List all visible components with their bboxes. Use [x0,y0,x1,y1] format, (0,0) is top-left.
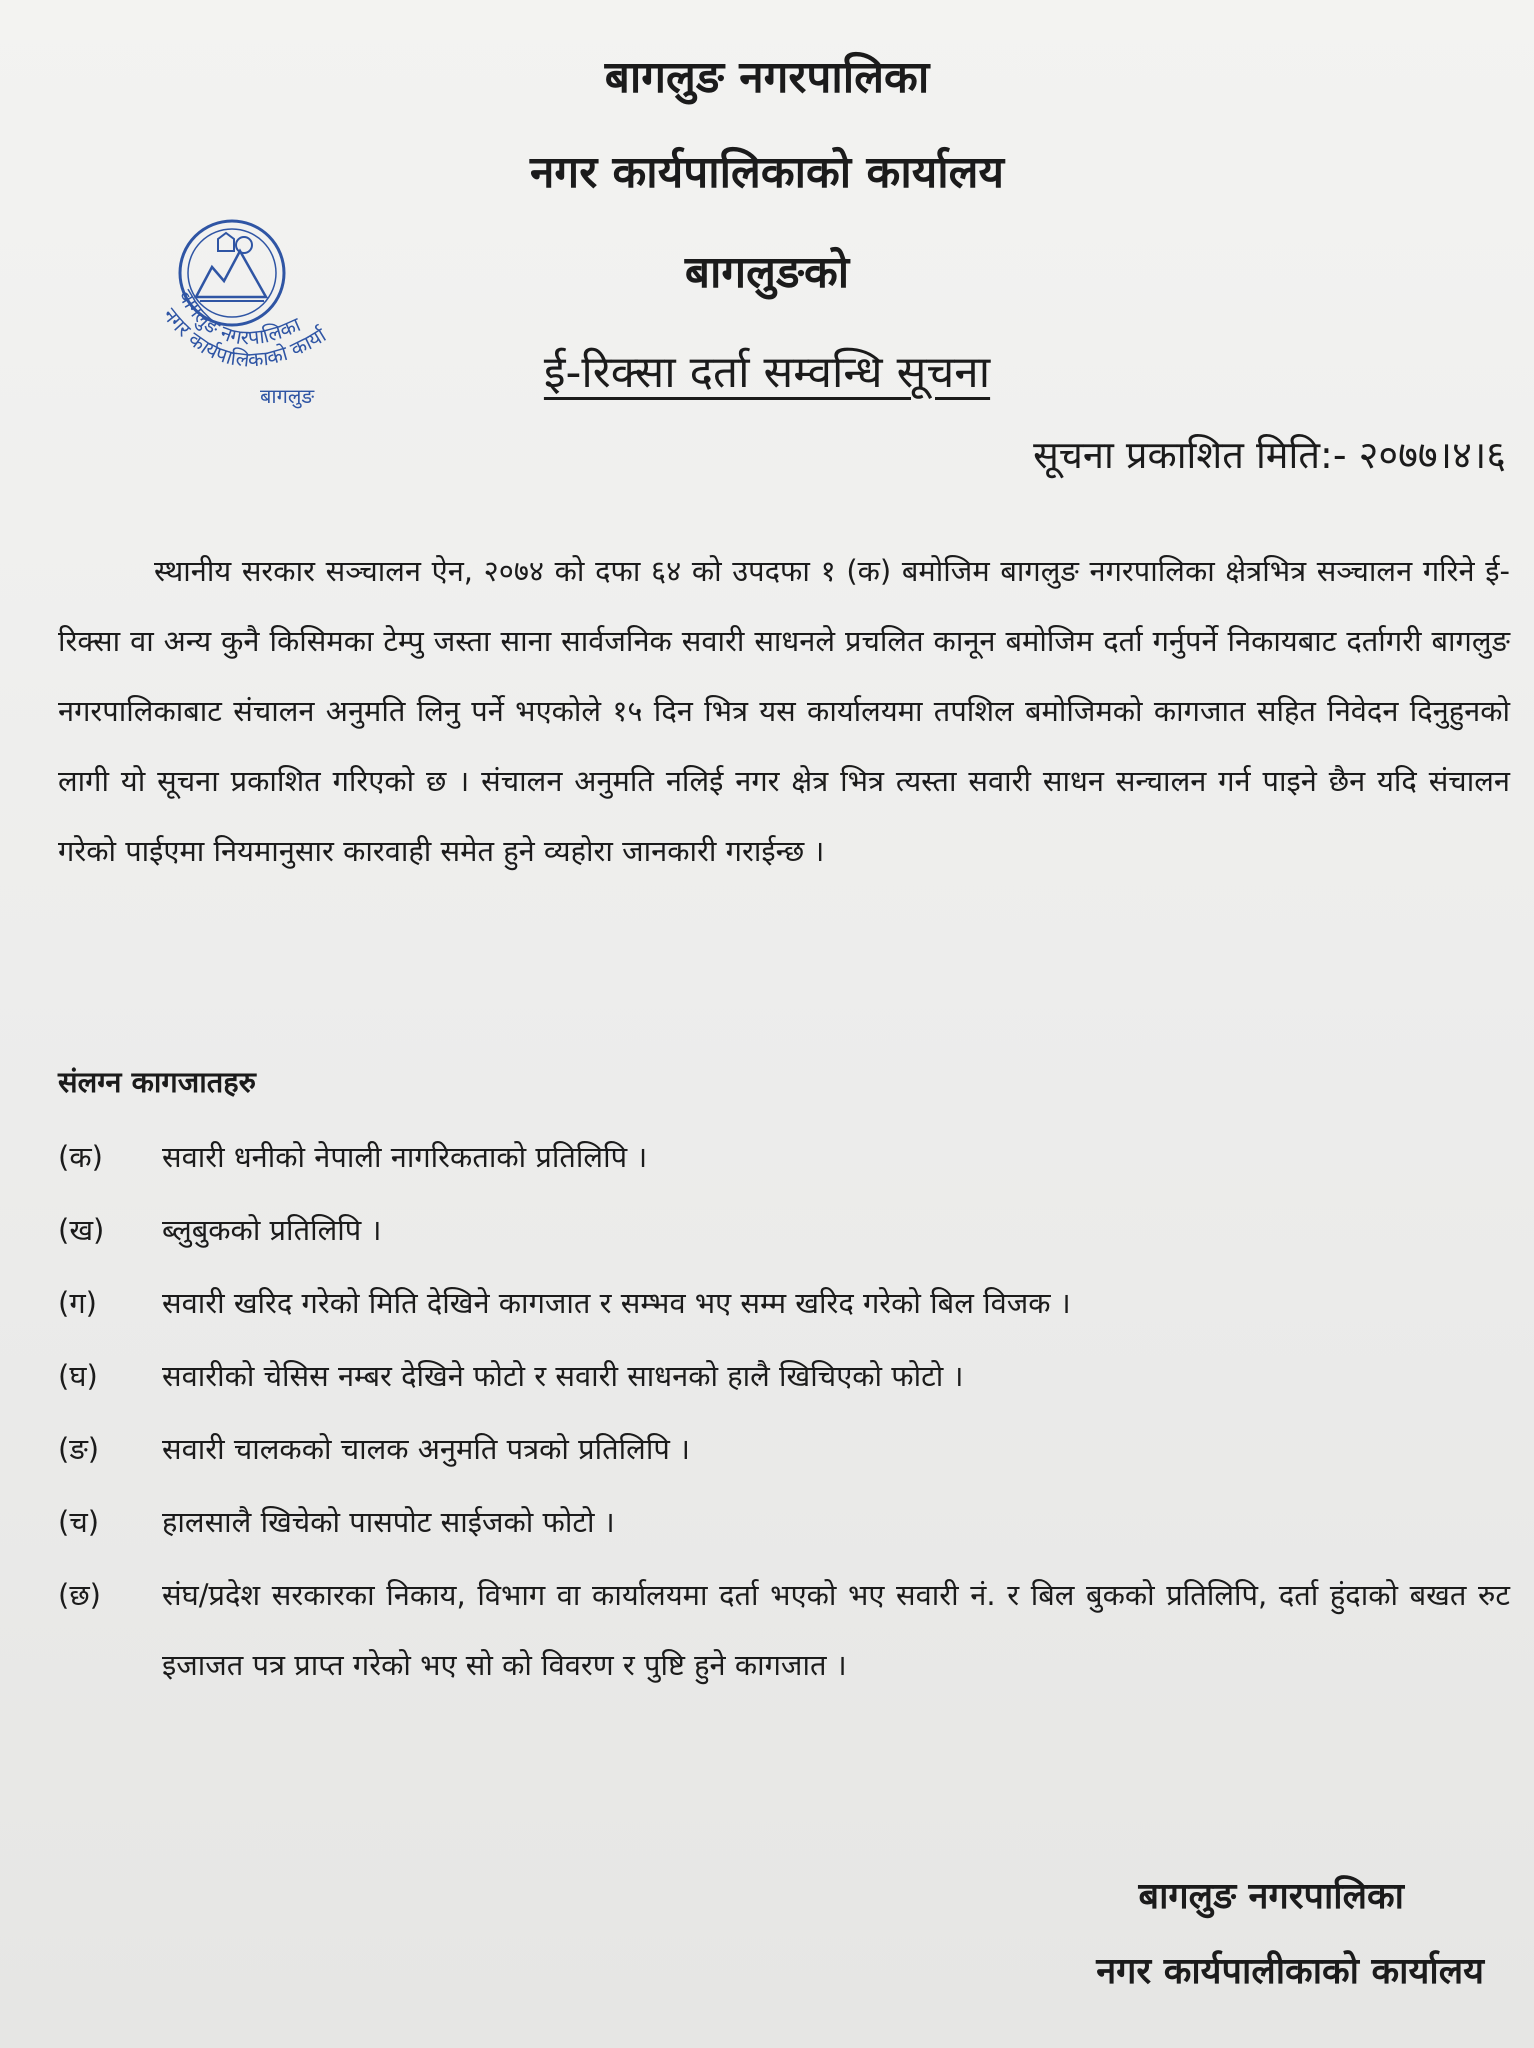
list-item [58,1195,1510,1265]
list-item-marker: (ग) [58,1286,97,1320]
list-item [58,1341,1510,1411]
list-item [58,1560,1510,1700]
list-item-text: हालसालै खिचेको पासपोट साईजको फोटो । [162,1505,615,1539]
notice-body-paragraph: स्थानीय सरकार सञ्चालन ऐन, २०७४ को दफा ६४ को उपदफा १ (क) बमोजिम बागलुङ नगरपालिका क्षेत्रभित्र सञ्चालन गरिने ई-रिक्सा वा अन्य कुनै किसिमका टेम्पु जस्ता साना सार्वजनिक सवारी साधनले प्रचलित कानून बमोजिम दर्ता गर्नुपर्ने निकायबाट दर्तागरी बागलुङ नगरपालिकाबाट संचालन अनुमति लिनु पर्ने भएकोले १५ दिन भित्र यस कार्यालयमा तपशिल बमोजिमको कागजात सहित निवेदन दिनुहुनको लागी यो सूचना प्रकाशित गरिएको छ । संचालन अनुमति नलिई नगर क्षेत्र भित्र त्यस्ता सवारी साधन सन्चालन गर्न पाइने छैन यदि संचालन गरेको पाईएमा नियमानुसार कारवाही समेत हुने व्यहोरा जानकारी गराईन्छ । [58,554,1510,868]
list-item-text: संघ/प्रदेश सरकारका निकाय, विभाग वा कार्यालयमा दर्ता भएको भए सवारी नं. र बिल बुकको प्रतिलिपि, दर्ता हुंदाको बखत रुट इजाजत पत्र प्राप्त गरेको भए सो को विवरण र पुष्टि हुने कागजात । [162,1578,1510,1682]
list-item-text: सवारीको चेसिस नम्बर देखिने फोटो र सवारी साधनको हालै खिचिएको फोटो । [162,1359,964,1393]
list-item [58,1487,1510,1557]
list-item-marker: (ख) [58,1213,105,1247]
list-item-marker: (घ) [58,1359,98,1393]
list-item-marker: (ङ) [58,1432,100,1466]
notice-subject: ई-रिक्सा दर्ता सम्वन्धि सूचना [543,347,991,398]
list-item-marker: (च) [58,1505,100,1539]
signature-office: नगर कार्यपालीकाको कार्यालय [1096,1951,1484,1992]
list-item-text: सवारी खरिद गरेको मिति देखिने कागजात र सम्भव भए सम्म खरिद गरेको बिल विजक । [162,1286,1071,1320]
header-office: नगर कार्यपालिकाको कार्यालय [530,147,1004,198]
list-item [58,1122,1510,1192]
list-item [58,1414,1510,1484]
office-seal-stamp [160,205,400,415]
attachments-heading: संलग्न कागजातहरु [58,1065,257,1099]
publish-date: सूचना प्रकाशित मिति:- २०७७।४।६ [1033,433,1506,477]
list-item-text: सवारी धनीको नेपाली नागरिकताको प्रतिलिपि । [162,1140,648,1174]
list-item-marker: (छ) [58,1578,101,1612]
header-municipality: बागलुङ नगरपालिका [604,52,930,103]
list-item-marker: (क) [58,1140,103,1174]
seal-arc-text-1: बागलुङ नगरपालिका [173,285,305,350]
list-item [58,1268,1510,1338]
list-item-text: ब्लुबुकको प्रतिलिपि । [162,1213,382,1247]
seal-arc-text-3: बागलुङ [260,384,315,408]
seal-arc-text-2: नगर कार्यपालिकाको कार्या [160,303,331,372]
signature-municipality: बागलुङ नगरपालिका [1138,1876,1404,1917]
list-item-text: सवारी चालकको चालक अनुमति पत्रको प्रतिलिपि । [162,1432,691,1466]
header-location: बागलुङको [684,247,850,298]
